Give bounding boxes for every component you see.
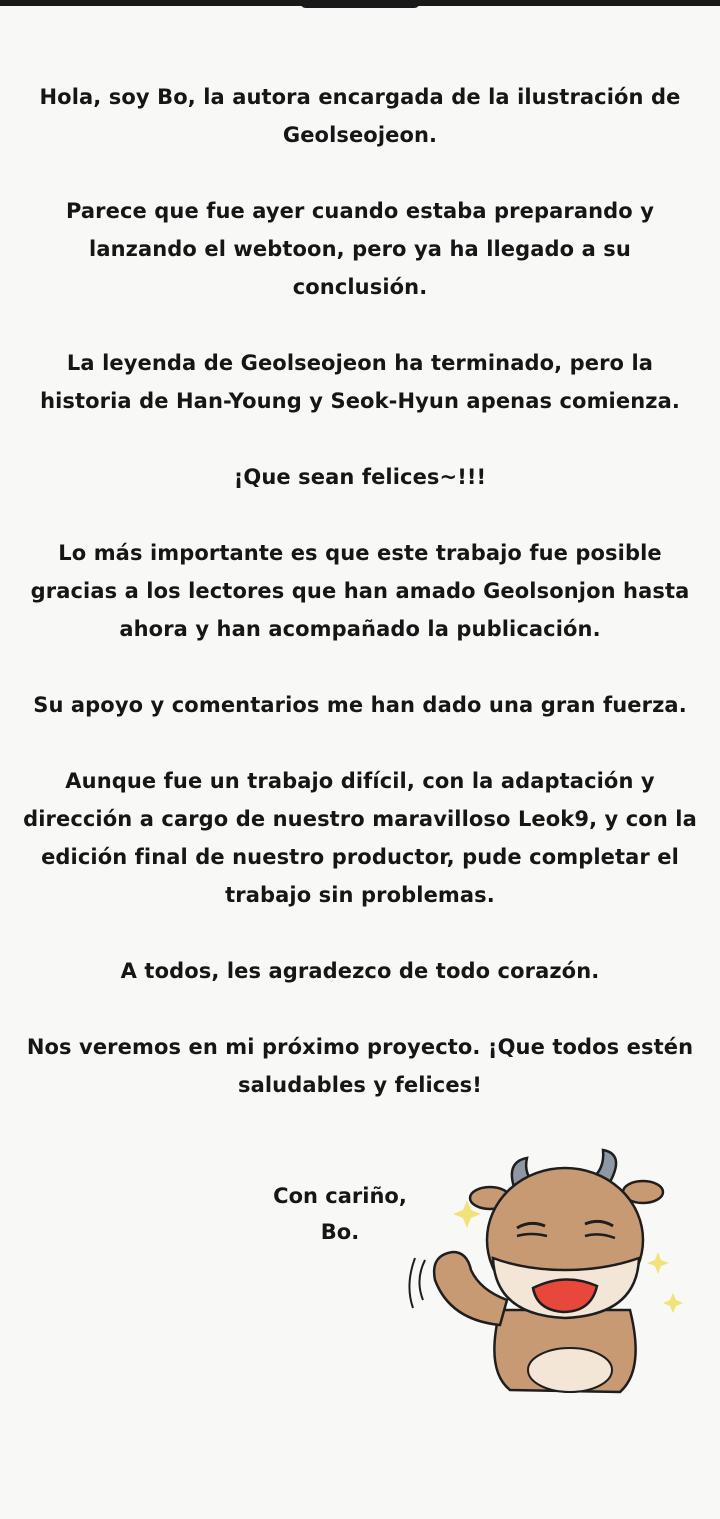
signature-text: Bo.: [320, 1220, 360, 1244]
letter-paragraph-greeting: Hola, soy Bo, la autora encargada de la ilustración de Geolseojeon.: [39, 85, 681, 147]
top-edge-notch: [300, 0, 420, 8]
closing-text: Con cariño,: [273, 1184, 407, 1208]
letter-paragraph-wishes: ¡Que sean felices~!!!: [233, 465, 487, 489]
letter-paragraph-preparation: Parece que fue ayer cuando estaba preparando y lanzando el webtoon, pero ya ha llegado a su conclusión.: [65, 199, 655, 299]
letter-paragraph-farewell: Nos veremos en mi próximo proyecto. ¡Que todos estén saludables y felices!: [26, 1035, 694, 1097]
letter-paragraph-credits: Aunque fue un trabajo difícil, con la adaptación y dirección a cargo de nuestro maravilloso Leok9, y con la edición final de nuestro productor, pude completar el trabajo sin problemas.: [23, 769, 697, 907]
letter-paragraph-support: Su apoyo y comentarios me han dado una gran fuerza.: [33, 693, 687, 717]
letter-paragraph-legend: La leyenda de Geolseojeon ha terminado, pero la historia de Han-Young y Seok-Hyun apenas comienza.: [40, 351, 680, 413]
waving-bull-mascot-icon: [405, 1140, 700, 1400]
letter-paragraph-readers: Lo más importante es que este trabajo fue posible gracias a los lectores que han amado Geolsonjon hasta ahora y han acompañado la publicación.: [30, 541, 690, 641]
author-letter: [20, 78, 700, 1142]
letter-paragraph-thanks: A todos, les agradezco de todo corazón.: [120, 959, 600, 983]
